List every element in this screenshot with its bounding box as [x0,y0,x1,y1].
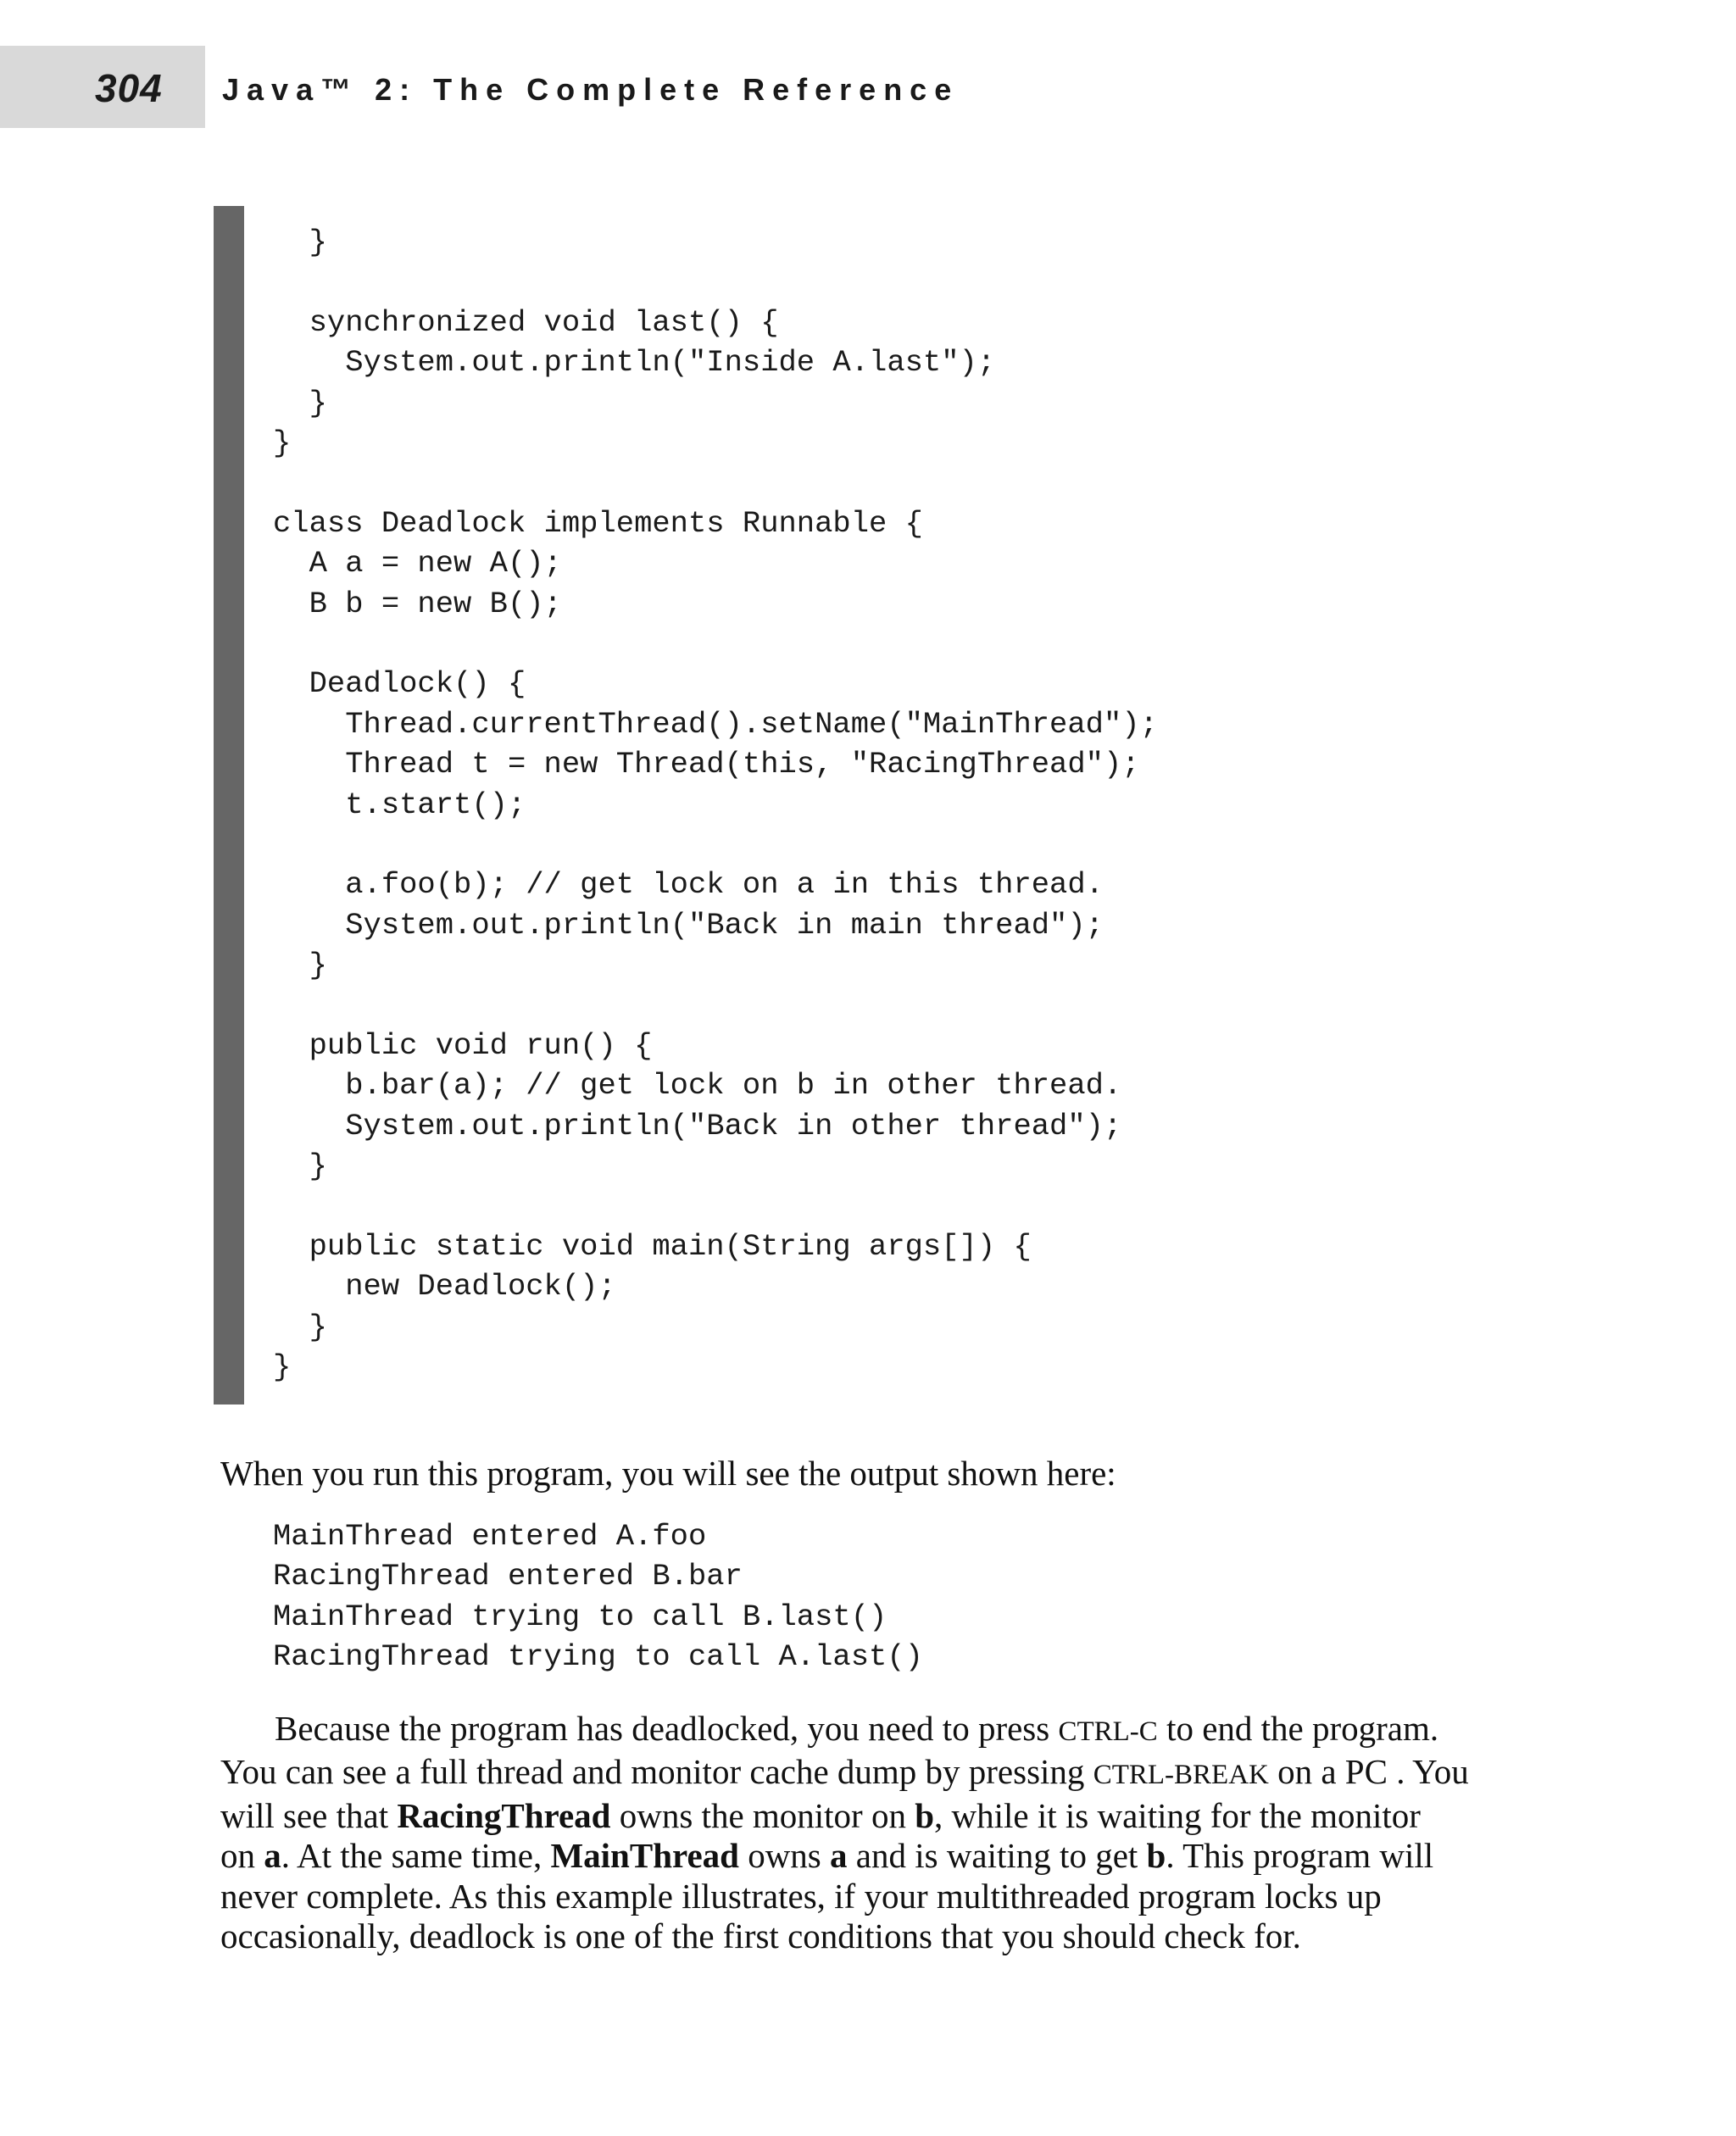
running-head: Java™ 2: The Complete Reference [222,72,960,107]
code-line: } [273,1149,327,1184]
code-line: } [273,1349,292,1385]
code-line: A a = new A(); [273,546,562,581]
paragraph-line: on a. At the same time, MainThread owns a and is waiting to get b. This program will [220,1836,1434,1876]
key-ctrl-break: CTRL-BREAK [1093,1760,1269,1791]
paragraph-line: occasionally, deadlock is one of the first conditions that you should check for. [220,1916,1301,1956]
code-block-bar [214,206,244,1405]
code-line: public void run() { [273,1028,653,1063]
paragraph-line: will see that RacingThread owns the monitor on b, while it is waiting for the monitor [220,1795,1421,1835]
code-line: System.out.println("Inside A.last"); [273,345,996,381]
output-line: RacingThread entered B.bar [273,1559,743,1594]
key-ctrl-c: CTRL-C [1058,1716,1158,1747]
page-number: 304 [95,66,163,110]
code-line: B b = new B(); [273,586,562,621]
code-line: a.foo(b); // get lock on a in this thread. [273,867,1104,903]
racingthread-term: RacingThread [397,1795,611,1835]
code-line: class Deadlock implements Runnable { [273,505,923,541]
paragraph-line: You can see a full thread and monitor cache dump by pressing CTRL-BREAK on a PC . You [220,1752,1469,1792]
output-intro-text: When you run this program, you will see the output shown here: [220,1454,1116,1493]
paragraph-line: Because the program has deadlocked, you need to press CTRL-C to end the program. [275,1709,1439,1748]
code-line: b.bar(a); // get lock on b in other thread. [273,1068,1122,1104]
code-line: Thread.currentThread().setName("MainThread"); [273,706,1158,742]
code-line: synchronized void last() { [273,304,779,340]
code-line: } [273,426,292,460]
paragraph-line: never complete. As this example illustrates, if your multithreaded program locks up [220,1876,1382,1916]
code-line: Deadlock() { [273,666,526,702]
code-line: } [273,225,327,259]
body-paragraph [220,1709,1526,1956]
output-line: MainThread entered A.foo [273,1519,707,1554]
output-line: MainThread trying to call B.last() [273,1599,887,1634]
code-line: } [273,1309,327,1344]
code-line: System.out.println("Back in other thread"); [273,1108,1122,1143]
code-line: public static void main(String args[]) { [273,1229,1032,1264]
code-line: } [273,385,327,420]
code-line: Thread t = new Thread(this, "RacingThread"); [273,747,1140,782]
code-line: t.start(); [273,787,526,822]
code-line: } [273,948,327,983]
mainthread-term: MainThread [550,1836,739,1876]
output-line: RacingThread trying to call A.last() [273,1639,923,1675]
code-line: new Deadlock(); [273,1269,616,1304]
code-line: System.out.println("Back in main thread"); [273,907,1104,943]
